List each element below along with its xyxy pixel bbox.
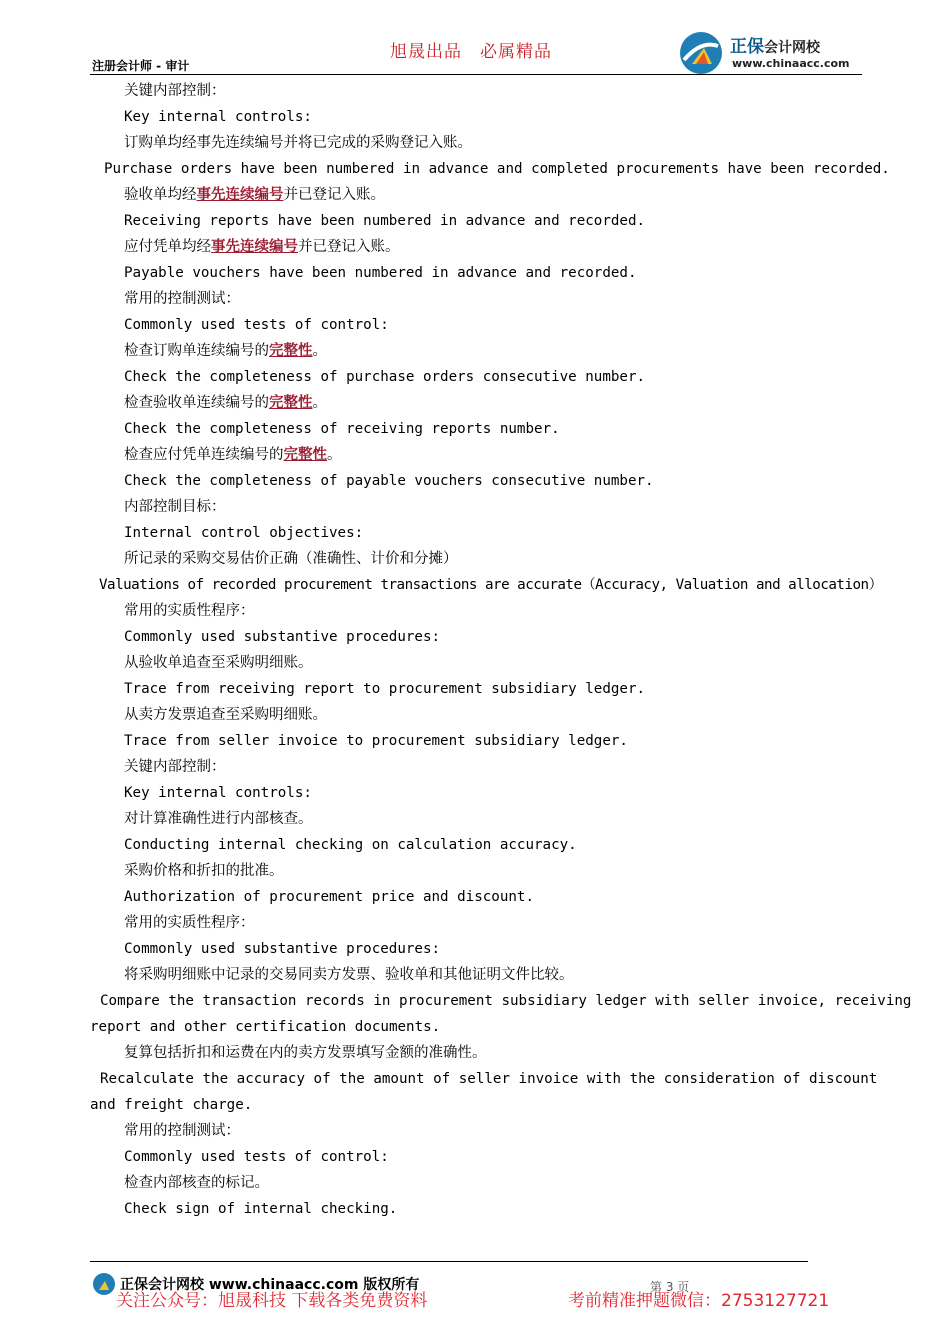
text-line: 内部控制目标：: [124, 499, 226, 515]
text-line: 从验收单追查至采购明细账。: [124, 655, 313, 671]
emphasis-keyword: 事先连续编号: [196, 187, 284, 203]
header-slogan: [390, 37, 552, 62]
text-line: 检查内部核查的标记。: [124, 1175, 269, 1191]
text-line: Check the completeness of purchase orders consecutive number.: [124, 369, 646, 385]
emphasis-keyword: 完整性: [283, 447, 327, 463]
line-text: 检查应付凭单连续编号的: [124, 447, 284, 463]
text-line: Internal control objectives:: [124, 525, 364, 541]
logo-globe-icon: [678, 30, 724, 76]
text-line: 关键内部控制：: [124, 759, 226, 775]
line-text: 并已登记入账。: [298, 239, 400, 255]
text-line: Commonly used substantive procedures:: [124, 941, 441, 957]
footer-promo-left: 关注公众号：旭晟科技 下载各类免费资料: [116, 1291, 428, 1311]
footer-logo-icon: [92, 1272, 116, 1296]
header-slogan-1: 旭晟出品: [390, 42, 462, 62]
chinaacc-logo: [678, 30, 868, 76]
text-line: [0, 442, 950, 468]
text-line: 所记录的采购交易估价正确（准确性、计价和分摊）: [124, 551, 458, 567]
text-line: [0, 234, 950, 260]
text-line: 常用的控制测试：: [124, 291, 240, 307]
line-text: 。: [327, 447, 342, 463]
text-line: Key internal controls:: [124, 785, 312, 801]
emphasis-keyword: 完整性: [269, 343, 313, 359]
text-line: Receiving reports have been numbered in advance and recorded.: [124, 213, 646, 229]
text-line: Check sign of internal checking.: [124, 1201, 398, 1217]
footer-promo-right: 考前精准押题微信：2753127721: [568, 1291, 830, 1311]
text-line: Compare the transaction records in procurement subsidiary ledger with seller invoice, receiving: [100, 993, 912, 1009]
footer-divider: [90, 1261, 808, 1262]
text-line: Key internal controls:: [124, 109, 312, 125]
text-line: Valuations of recorded procurement transactions are accurate（Accuracy, Valuation and allocation）: [99, 577, 883, 593]
logo-title: [730, 32, 820, 57]
text-line: 将采购明细账中记录的交易同卖方发票、验收单和其他证明文件比较。: [124, 967, 574, 983]
text-line: 采购价格和折扣的批准。: [124, 863, 284, 879]
text-line: Payable vouchers have been numbered in advance and recorded.: [124, 265, 637, 281]
text-line: Conducting internal checking on calculation accuracy.: [124, 837, 577, 853]
text-line: 关键内部控制：: [124, 83, 226, 99]
line-text: 检查验收单连续编号的: [124, 395, 269, 411]
text-line: [0, 182, 950, 208]
text-line: Commonly used tests of control:: [124, 317, 389, 333]
emphasis-keyword: 事先连续编号: [211, 239, 298, 255]
text-line: Recalculate the accuracy of the amount of seller invoice with the consideration of discount: [100, 1071, 878, 1087]
line-text: 。: [312, 395, 327, 411]
header-subject: 注册会计师 - 审计: [92, 59, 190, 73]
line-text: 应付凭单均经: [124, 239, 211, 255]
emphasis-keyword: 完整性: [269, 395, 313, 411]
text-line: Check the completeness of receiving reports number.: [124, 421, 560, 437]
logo-title-main: 正保: [730, 37, 764, 57]
footer-copyright: 正保会计网校 www.chinaacc.com 版权所有: [120, 1277, 420, 1293]
text-line: 常用的控制测试：: [124, 1123, 240, 1139]
text-line: report and other certification documents.: [90, 1019, 441, 1035]
text-line: Purchase orders have been numbered in advance and completed procurements have been recorded.: [104, 161, 890, 177]
text-line: and freight charge.: [90, 1097, 253, 1113]
logo-title-sub: 会计网校: [764, 40, 820, 56]
line-text: 。: [312, 343, 327, 359]
text-line: 订购单均经事先连续编号并将已完成的采购登记入账。: [124, 135, 472, 151]
header-slogan-2: 必属精品: [480, 42, 552, 62]
header-divider: [90, 74, 862, 75]
text-line: [0, 390, 950, 416]
text-line: [0, 338, 950, 364]
line-text: 验收单均经: [124, 187, 197, 203]
text-line: Trace from seller invoice to procurement subsidiary ledger.: [124, 733, 628, 749]
text-line: 常用的实质性程序：: [124, 915, 255, 931]
text-line: 从卖方发票追查至采购明细账。: [124, 707, 327, 723]
text-line: 对计算准确性进行内部核查。: [124, 811, 313, 827]
text-line: Check the completeness of payable vouchers consecutive number.: [124, 473, 654, 489]
text-line: 复算包括折扣和运费在内的卖方发票填写金额的准确性。: [124, 1045, 487, 1061]
line-text: 检查订购单连续编号的: [124, 343, 269, 359]
page-number: 第 3 页: [650, 1280, 690, 1294]
line-text: 并已登记入账。: [283, 187, 385, 203]
document-body: [0, 78, 950, 1222]
text-line: Commonly used tests of control:: [124, 1149, 389, 1165]
text-line: Commonly used substantive procedures:: [124, 629, 441, 645]
text-line: 常用的实质性程序：: [124, 603, 255, 619]
logo-url: www.chinaacc.com: [732, 57, 850, 70]
text-line: Authorization of procurement price and discount.: [124, 889, 534, 905]
text-line: Trace from receiving report to procurement subsidiary ledger.: [124, 681, 646, 697]
